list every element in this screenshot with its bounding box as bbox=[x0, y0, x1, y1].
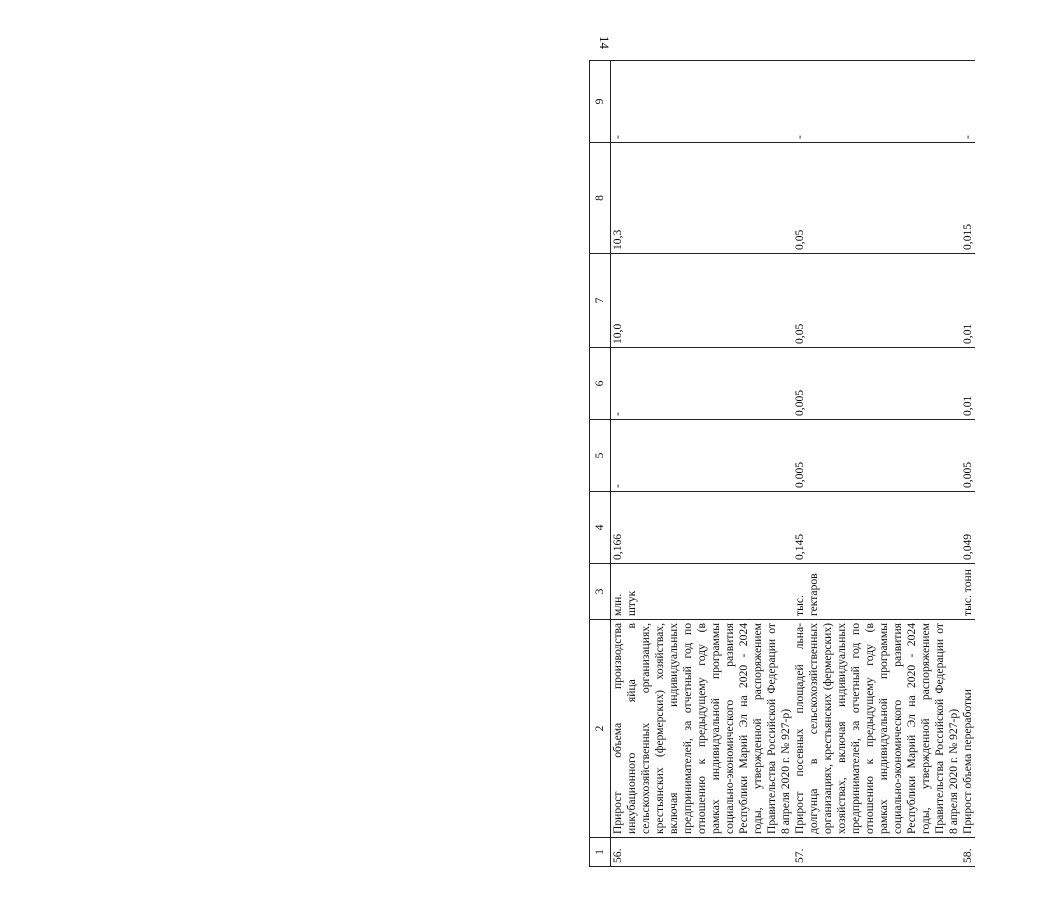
indicator-description: Прирост объема производства инкубационного яйца в сельскохозяйственных организациях, крестьянских (фермерских) хозяйствах, включая индивидуальных предпринимателей, за отчетный год по отношению к предыдущему году (в рамках индивидуальной программы социально-экономического развития Республики Марий Эл на 2020 - 2024 годы, утвержденной распоряжением Правительства Российской Федерации от 8 апреля 2020 г. № 927-р) bbox=[611, 620, 794, 838]
value-col-5: - bbox=[611, 420, 794, 492]
table-row bbox=[793, 61, 961, 867]
col-header-8: 8 bbox=[590, 143, 611, 254]
col-header-3: 3 bbox=[590, 564, 611, 620]
value-col-9: - bbox=[611, 61, 794, 143]
indicator-description: Прирост объема переработки bbox=[961, 620, 975, 838]
table-row bbox=[611, 61, 794, 867]
value-col-8: 10,3 bbox=[611, 143, 794, 254]
col-header-7: 7 bbox=[590, 254, 611, 348]
value-col-6: 0,01 bbox=[961, 348, 975, 420]
unit-of-measure: тыс. гектаров bbox=[793, 564, 961, 620]
value-col-9: - bbox=[961, 61, 975, 143]
unit-of-measure: тыс. тонн bbox=[961, 564, 975, 620]
value-col-5: 0,005 bbox=[793, 420, 961, 492]
header-row bbox=[590, 61, 611, 867]
row-number: 58. bbox=[961, 838, 975, 867]
col-header-4: 4 bbox=[590, 492, 611, 564]
value-col-4: 0,145 bbox=[793, 492, 961, 564]
value-col-7: 10,0 bbox=[611, 254, 794, 348]
value-col-5: 0,005 bbox=[961, 420, 975, 492]
page-number: 14 bbox=[597, 36, 612, 49]
col-header-5: 5 bbox=[590, 420, 611, 492]
value-col-6: - bbox=[611, 348, 794, 420]
value-col-8: 0,05 bbox=[793, 143, 961, 254]
data-table bbox=[589, 60, 975, 867]
table-row bbox=[961, 61, 975, 867]
indicator-description: Прирост посевных площадей льна-долгунца в сельскохозяйственных организациях, крестьянских (фермерских) хозяйствах, включая индивидуальных предпринимателей, за отчетный год по отношению к предыдущему году (в рамках индивидуальной программы социально-экономического развития Республики Марий Эл на 2020 - 2024 годы, утвержденной распоряжением Правительства Российской Федерации от 8 апреля 2020 г. № 927-р) bbox=[793, 620, 961, 838]
value-col-7: 0,01 bbox=[961, 254, 975, 348]
row-number: 57. bbox=[793, 838, 961, 867]
col-header-9: 9 bbox=[590, 61, 611, 143]
value-col-6: 0,005 bbox=[793, 348, 961, 420]
value-col-4: 0,049 bbox=[961, 492, 975, 564]
value-col-4: 0,166 bbox=[611, 492, 794, 564]
row-number: 56. bbox=[611, 838, 794, 867]
value-col-7: 0,05 bbox=[793, 254, 961, 348]
rotated-page-content bbox=[589, 61, 1059, 867]
col-header-2: 2 bbox=[590, 620, 611, 838]
col-header-1: 1 bbox=[590, 838, 611, 867]
col-header-6: 6 bbox=[590, 348, 611, 420]
value-col-8: 0,015 bbox=[961, 143, 975, 254]
value-col-9: - bbox=[793, 61, 961, 143]
unit-of-measure: млн. штук bbox=[611, 564, 794, 620]
